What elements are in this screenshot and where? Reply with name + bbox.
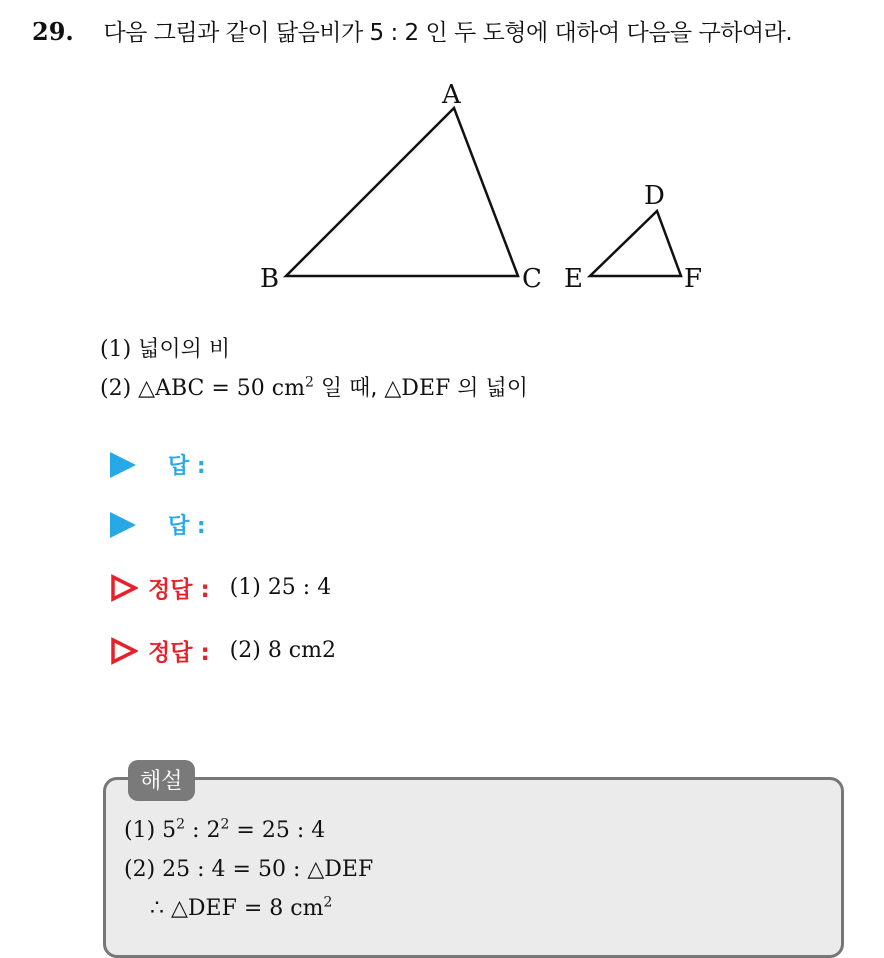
triangle-abc [286, 108, 518, 276]
correct-label-1: 정답 : [148, 577, 210, 603]
solution-line-3 [150, 896, 332, 921]
correct-value-1: (1) 25 : 4 [229, 575, 332, 600]
answer-row-1 [110, 449, 206, 480]
solution-line-3-a: ∴ △DEF = 8 cm [150, 896, 324, 921]
solution-line-3-exp: 2 [323, 894, 333, 911]
solution-line-2: (2) 25 : 4 = 50 : △DEF [124, 857, 374, 882]
solution-line-1-c: = 25 : 4 [229, 818, 326, 843]
solution-line-1-b: : 2 [185, 818, 221, 843]
answer-row-2 [110, 509, 206, 540]
vertex-a: A [442, 80, 461, 110]
outline-arrow-icon [110, 574, 138, 602]
question-text: 다음 그림과 같이 닮음비가 5 : 2 인 두 도형에 대하여 다음을 구하여라. [103, 20, 793, 46]
subquestion-2-number: (2) [100, 376, 132, 401]
subquestion-2-area: △ABC = 50 cm [138, 376, 305, 401]
solution-tab: 해설 [128, 760, 195, 801]
subquestion-1 [100, 332, 230, 363]
solution-line-1-exp2: 2 [220, 816, 230, 833]
correct-answer-row-1 [110, 571, 331, 604]
solution-line-1-a: (1) 5 [124, 818, 177, 843]
correct-value-2: (2) 8 cm [229, 638, 322, 663]
subquestion-1-number: (1) [100, 337, 132, 362]
play-arrow-icon [110, 452, 136, 478]
subquestion-2-exponent: 2 [304, 374, 314, 391]
subquestion-2-when: 일 때, [313, 376, 385, 401]
vertex-f: F [684, 264, 703, 294]
vertex-c: C [522, 264, 542, 294]
correct-answer-row-2: 정답 : (2) 8 cm 2 [110, 634, 336, 667]
subquestion-2-tail: 의 넓이 [450, 376, 529, 401]
question-number: 29. [32, 17, 74, 46]
solution-line-1 [124, 818, 325, 843]
vertex-d: D [644, 181, 665, 211]
vertex-e: E [564, 264, 583, 294]
outline-arrow-icon [110, 637, 138, 665]
subquestion-2-triangle: △DEF [384, 376, 451, 401]
subquestion-1-text: 넓이의 비 [138, 337, 231, 362]
triangle-def [590, 211, 681, 276]
vertex-b: B [260, 264, 280, 294]
answer-label-2: 답 : [168, 514, 206, 539]
subquestion-2 [100, 371, 528, 402]
correct-label-2: 정답 : [148, 640, 210, 666]
solution-line-1-exp1: 2 [176, 816, 186, 833]
play-arrow-icon [110, 512, 136, 538]
similar-triangles-figure [0, 0, 884, 320]
answer-label-1: 답 : [168, 454, 206, 479]
